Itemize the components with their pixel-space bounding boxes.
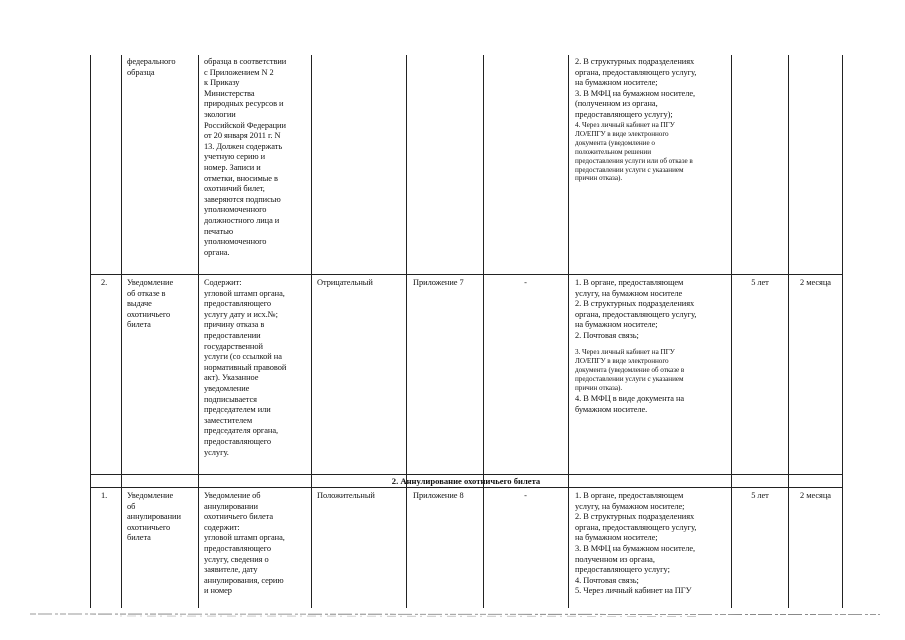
row-storage-mfc: 2 месяца bbox=[800, 491, 831, 500]
top-row-document-content: образца в соответствии с Приложением N 2 к Приказу Министерства природных ресурсов и экологии Российской Федерации от 20 января 2011 г. N 13. Должен содержать учетную серию и номер. Записи и отметки, вносимые в охотничий билет, заверяются подписью уполномоченного должностного лица и печатью уполномоченного органа. bbox=[204, 57, 287, 257]
row-sample: - bbox=[524, 491, 527, 500]
row-document-content: Уведомление об аннулировании охотничьего билета содержит: угловой штамп органа, предоставляющего услугу, сведения о заявителе, дату аннулирования, серию и номер bbox=[204, 491, 285, 596]
row-delivery-methods-electronic: 3. Через личный кабинет на ПГУ ЛО/ЕПГУ в виде электронного документа (уведомление об отказе в предоставлении услуги с указанием причин отказа). bbox=[575, 348, 685, 392]
row-result-type: Отрицательный bbox=[317, 278, 373, 287]
row-form-reference: Приложение 8 bbox=[413, 491, 464, 500]
row-storage-mfc: 2 месяца bbox=[800, 278, 831, 287]
top-row-delivery-methods-electronic: 4. Через личный кабинет на ПГУ ЛО/ЕПГУ в виде электронного документа (уведомление о положительном решении предоставления услуги или об отказе в предоставлении услуги с указанием причин отказа). bbox=[575, 121, 693, 183]
row-storage-organ: 5 лет bbox=[751, 491, 769, 500]
row-delivery-methods: 1. В органе, предоставляющем услугу, на бумажном носителе 2. В структурных подразделениях органа, предоставляющего услугу, на бумажном носителе; 2. Почтовая связь; bbox=[575, 278, 697, 340]
row-document-name: Уведомление об отказе в выдаче охотничьего билета bbox=[127, 278, 174, 330]
row-storage-organ: 5 лет bbox=[751, 278, 769, 287]
row-number: 1. bbox=[101, 491, 108, 500]
top-row-document-name: федерального образца bbox=[127, 57, 176, 77]
top-row-delivery-methods: 2. В структурных подразделениях органа, предоставляющего услугу, на бумажном носителе; 3. В МФЦ на бумажном носителе, (полученном из органа, предоставляющего услугу); bbox=[575, 57, 697, 119]
row-document-content: Содержит: угловой штамп органа, предоставляющего услугу дату и исх.№; причину отказа в предоставлении государственной услуги (со ссылкой на нормативный правовой акт). Указанное уведомление подписывается председателем или заместителем председателя органа, предоставляющего услугу. bbox=[204, 278, 287, 457]
row-sample: - bbox=[524, 278, 527, 287]
section-heading: 2. Аннулирование охотничьего билета bbox=[391, 476, 541, 486]
scan-artifact-line bbox=[0, 612, 905, 618]
row-delivery-methods-mfc: 4. В МФЦ в виде документа на бумажном носителе. bbox=[575, 394, 685, 414]
row-form-reference: Приложение 7 bbox=[413, 278, 464, 287]
row-delivery-methods: 1. В органе, предоставляющем услугу, на бумажном носителе; 2. В структурных подразделениях органа, предоставляющего услугу, на бумажном носителе; 3. В МФЦ на бумажном носителе, полученном из органа, предоставляющего услугу; 4. Почтовая связь; 5. Через личный кабинет на ПГУ bbox=[575, 491, 697, 596]
row-result-type: Положительный bbox=[317, 491, 375, 500]
row-document-name: Уведомление об аннулировании охотничьего билета bbox=[127, 491, 181, 543]
row-number: 2. bbox=[101, 278, 108, 287]
